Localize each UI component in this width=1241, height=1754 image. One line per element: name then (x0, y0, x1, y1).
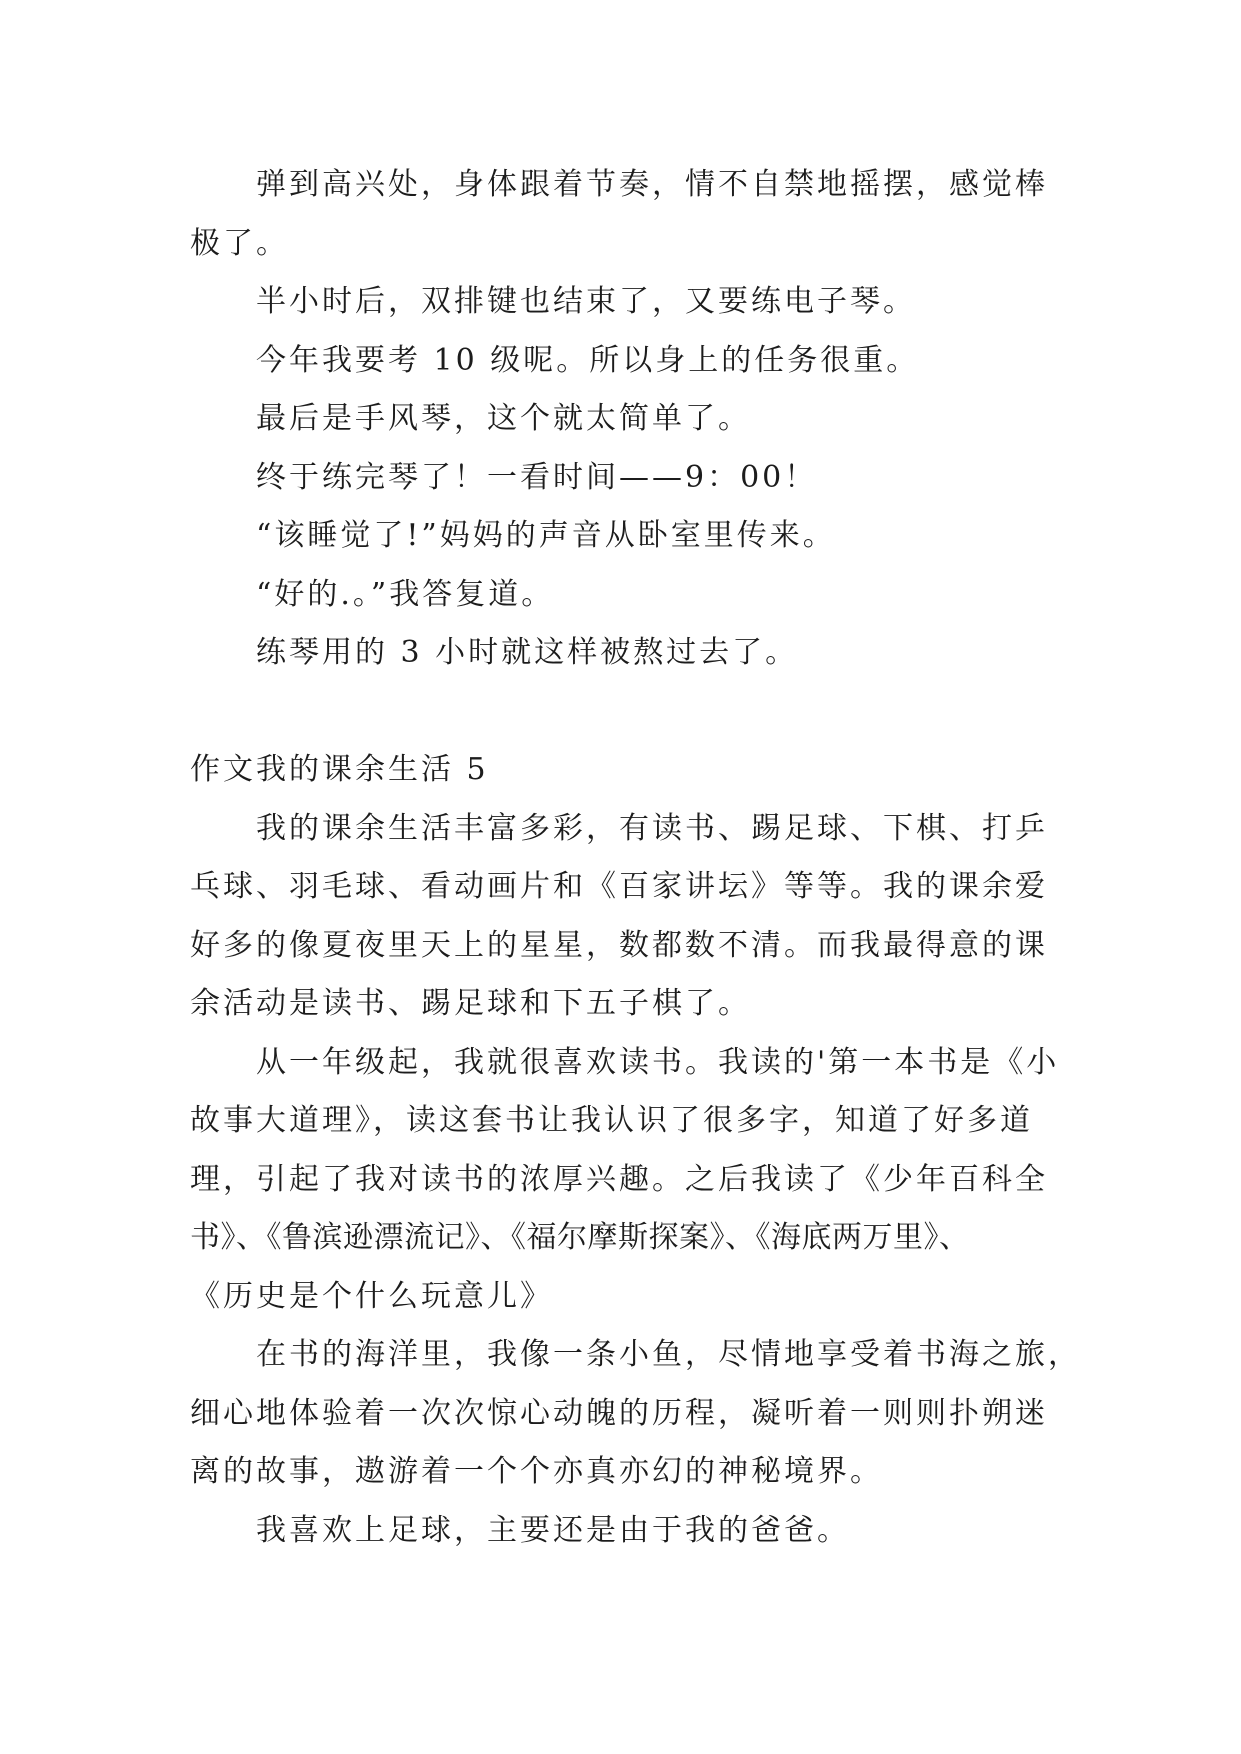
paragraph-line: 半小时后，双排键也结束了，又要练电子琴。 (256, 284, 916, 319)
paragraph (190, 800, 1190, 1034)
paragraph-line: 离的故事，遨游着一个个亦真亦幻的神秘境界。 (190, 1454, 883, 1489)
paragraph-line: 练琴用的 3 小时就这样被熬过去了。 (256, 635, 799, 670)
paragraph-line: 乓球、羽毛球、看动画片和《百家讲坛》等等。我的课余爱 (190, 869, 1048, 904)
paragraph (190, 566, 1190, 625)
paragraph (190, 390, 1190, 449)
paragraph-line: “该睡觉了!”妈妈的声音从卧室里传来。 (256, 518, 836, 553)
paragraph-line: 从一年级起，我就很喜欢读书。我读的'第一本书是《小 (256, 1044, 1060, 1080)
paragraph-line: 故事大道理》，读这套书让我认识了很多字，知道了好多道 (190, 1103, 1033, 1138)
paragraph (190, 449, 1190, 508)
paragraph (190, 624, 1190, 683)
paragraph (190, 156, 1190, 273)
paragraph-line: 终于练完琴了！一看时间——9：00！ (256, 459, 818, 495)
paragraph-line: 今年我要考 10 级呢。所以身上的任务很重。 (256, 342, 920, 378)
paragraph-line: 书》、《鲁滨逊漂流记》、《福尔摩斯探案》、《海底两万里》、 (190, 1220, 970, 1255)
paragraph-line: 好多的像夏夜里天上的星星，数都数不清。而我最得意的课 (190, 927, 1048, 963)
paragraph-line: 我喜欢上足球，主要还是由于我的爸爸。 (256, 1512, 850, 1548)
paragraph-line: 最后是手风琴，这个就太简单了。 (256, 401, 751, 436)
paragraph-line: 在书的海洋里，我像一条小鱼，尽情地享受着书海之旅， (256, 1337, 1081, 1372)
paragraph (190, 273, 1190, 332)
section-title: 作文我的课余生活 5 (190, 752, 489, 787)
paragraph-line: 《历史是个什么玩意儿》 (190, 1278, 553, 1314)
paragraph (190, 1326, 1190, 1502)
paragraph-line: 余活动是读书、踢足球和下五子棋了。 (190, 986, 751, 1021)
paragraph (190, 1502, 1190, 1561)
paragraph-line: 我的课余生活丰富多彩，有读书、踢足球、下棋、打乒 (256, 810, 1048, 846)
paragraph (190, 1034, 1190, 1327)
paragraph-line: 弹到高兴处，身体跟着节奏，情不自禁地摇摆，感觉棒 (256, 167, 1048, 202)
paragraph-line: 极了。 (190, 225, 289, 261)
paragraph-line: 理，引起了我对读书的浓厚兴趣。之后我读了《少年百科全 (190, 1161, 1048, 1197)
paragraph (190, 507, 1190, 566)
paragraph (190, 332, 1190, 391)
document-body (190, 156, 1190, 1560)
paragraph-line: 细心地体验着一次次惊心动魄的历程，凝听着一则则扑朔迷 (190, 1395, 1048, 1431)
section-gap (190, 683, 1190, 742)
paragraph-line: “好的.。”我答复道。 (256, 576, 555, 612)
